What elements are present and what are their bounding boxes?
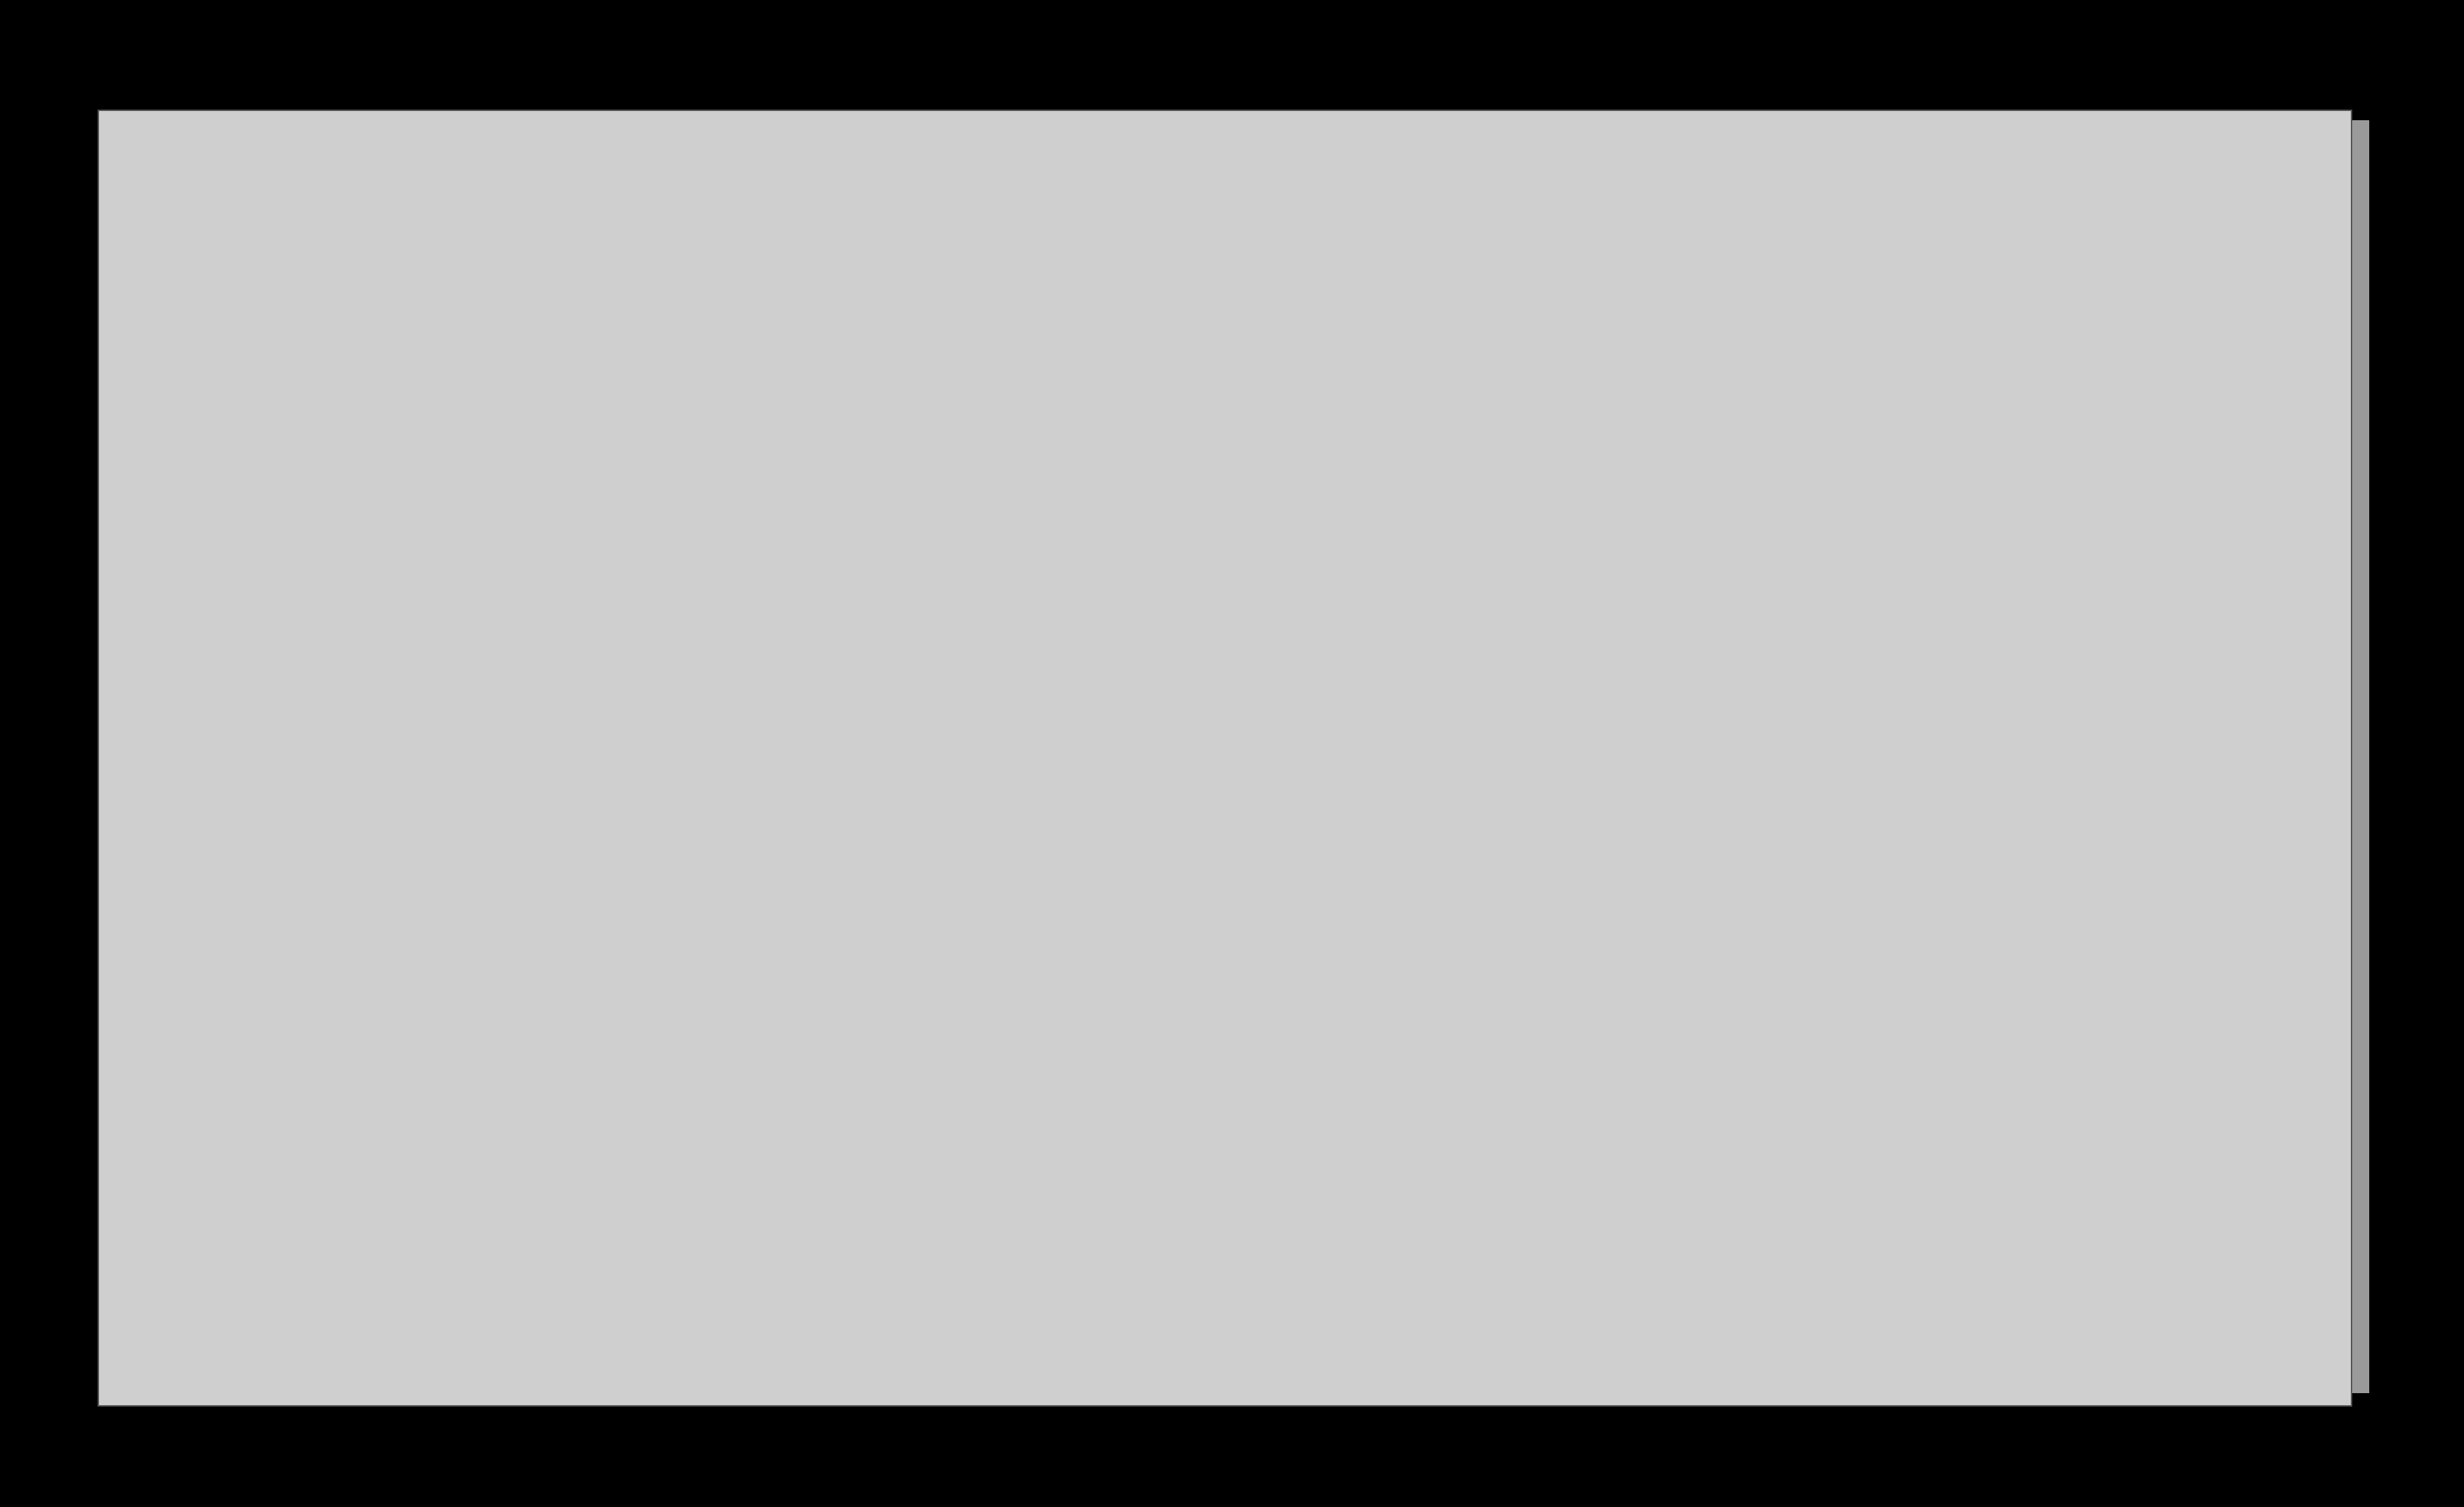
sheet-edge	[2349, 120, 2369, 1393]
census-form	[99, 111, 2351, 1405]
census-card	[98, 110, 2352, 1407]
